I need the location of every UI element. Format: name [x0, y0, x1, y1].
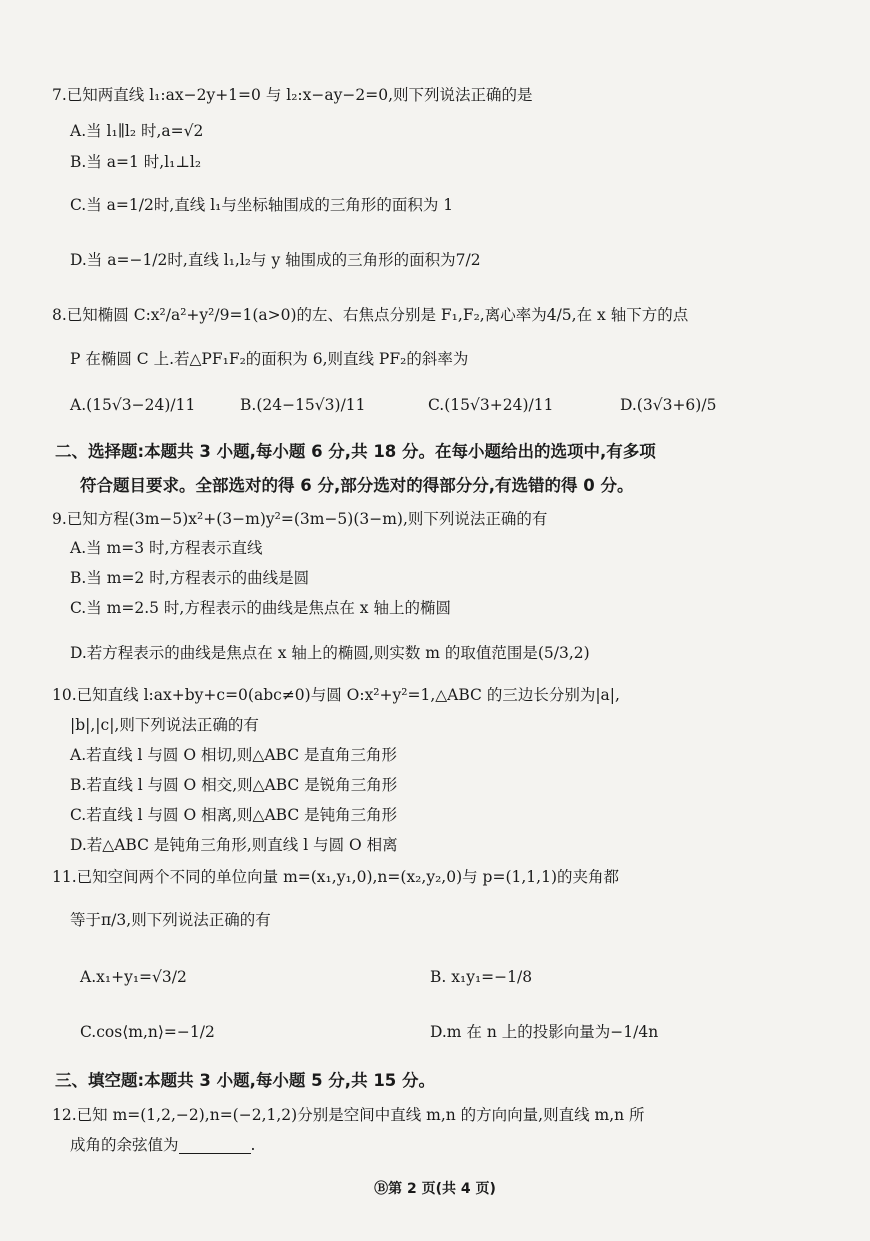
- q8-option-a: A.(15√3−24)/11: [70, 396, 196, 414]
- q8-option-d: D.(3√3+6)/5: [620, 396, 717, 414]
- q7-option-d: D.当 a=−1/2时,直线 l₁,l₂与 y 轴围成的三角形的面积为7/2: [70, 251, 481, 269]
- q8-option-c: C.(15√3+24)/11: [428, 396, 554, 414]
- q12-stem-end: .: [250, 1136, 256, 1154]
- q11-option-c: C.cos⟨m,n⟩=−1/2: [80, 1023, 215, 1041]
- q7-stem: 7.已知两直线 l₁:ax−2y+1=0 与 l₂:x−ay−2=0,则下列说法正确的是: [52, 86, 533, 104]
- q7-option-b: B.当 a=1 时,l₁⊥l₂: [70, 153, 202, 171]
- q12-stem-text: 成角的余弦值为: [70, 1136, 179, 1154]
- section-2-heading: 二、选择题:本题共 3 小题,每小题 6 分,共 18 分。在每小题给出的选项中,有多项: [55, 442, 656, 461]
- q7-option-a: A.当 l₁∥l₂ 时,a=√2: [70, 122, 204, 140]
- q11-stem-cont: 等于π/3,则下列说法正确的有: [70, 911, 271, 929]
- q12-stem: 12.已知 m=(1,2,−2),n=(−2,1,2)分别是空间中直线 m,n 的方向向量,则直线 m,n 所: [52, 1106, 645, 1124]
- section-2-heading-cont: 符合题目要求。全部选对的得 6 分,部分选对的得部分分,有选错的得 0 分。: [80, 476, 634, 495]
- q11-option-a: A.x₁+y₁=√3/2: [80, 968, 187, 986]
- q10-option-b: B.若直线 l 与圆 O 相交,则△ABC 是锐角三角形: [70, 776, 398, 794]
- q8-stem-cont: P 在椭圆 C 上.若△PF₁F₂的面积为 6,则直线 PF₂的斜率为: [70, 350, 469, 368]
- q9-stem: 9.已知方程(3m−5)x²+(3−m)y²=(3m−5)(3−m),则下列说法正确的有: [52, 510, 548, 528]
- q7-option-c: C.当 a=1/2时,直线 l₁与坐标轴围成的三角形的面积为 1: [70, 196, 454, 214]
- q10-stem-cont: |b|,|c|,则下列说法正确的有: [70, 716, 259, 734]
- q10-option-a: A.若直线 l 与圆 O 相切,则△ABC 是直角三角形: [70, 746, 397, 764]
- q10-option-c: C.若直线 l 与圆 O 相离,则△ABC 是钝角三角形: [70, 806, 398, 824]
- q9-option-a: A.当 m=3 时,方程表示直线: [70, 539, 263, 557]
- page-footer: Ⓑ第 2 页(共 4 页): [374, 1181, 496, 1197]
- q9-option-c: C.当 m=2.5 时,方程表示的曲线是焦点在 x 轴上的椭圆: [70, 599, 451, 617]
- answer-blank: [179, 1139, 251, 1154]
- q8-stem: 8.已知椭圆 C:x²/a²+y²/9=1(a>0)的左、右焦点分别是 F₁,F₂,离心率为4/5,在 x 轴下方的点: [52, 306, 689, 324]
- q11-option-d: D.m 在 n 上的投影向量为−1/4n: [430, 1023, 659, 1041]
- q11-option-b: B. x₁y₁=−1/8: [430, 968, 533, 986]
- q9-option-b: B.当 m=2 时,方程表示的曲线是圆: [70, 569, 310, 587]
- q10-stem: 10.已知直线 l:ax+by+c=0(abc≠0)与圆 O:x²+y²=1,△ABC 的三边长分别为|a|,: [52, 686, 620, 704]
- q10-option-d: D.若△ABC 是钝角三角形,则直线 l 与圆 O 相离: [70, 836, 398, 854]
- q9-option-d: D.若方程表示的曲线是焦点在 x 轴上的椭圆,则实数 m 的取值范围是(5/3,2): [70, 644, 590, 662]
- q12-stem-cont: [70, 1138, 255, 1154]
- section-3-heading: 三、填空题:本题共 3 小题,每小题 5 分,共 15 分。: [55, 1071, 436, 1090]
- q11-stem: 11.已知空间两个不同的单位向量 m=(x₁,y₁,0),n=(x₂,y₂,0)与 p=(1,1,1)的夹角都: [52, 868, 620, 886]
- q8-option-b: B.(24−15√3)/11: [240, 396, 366, 414]
